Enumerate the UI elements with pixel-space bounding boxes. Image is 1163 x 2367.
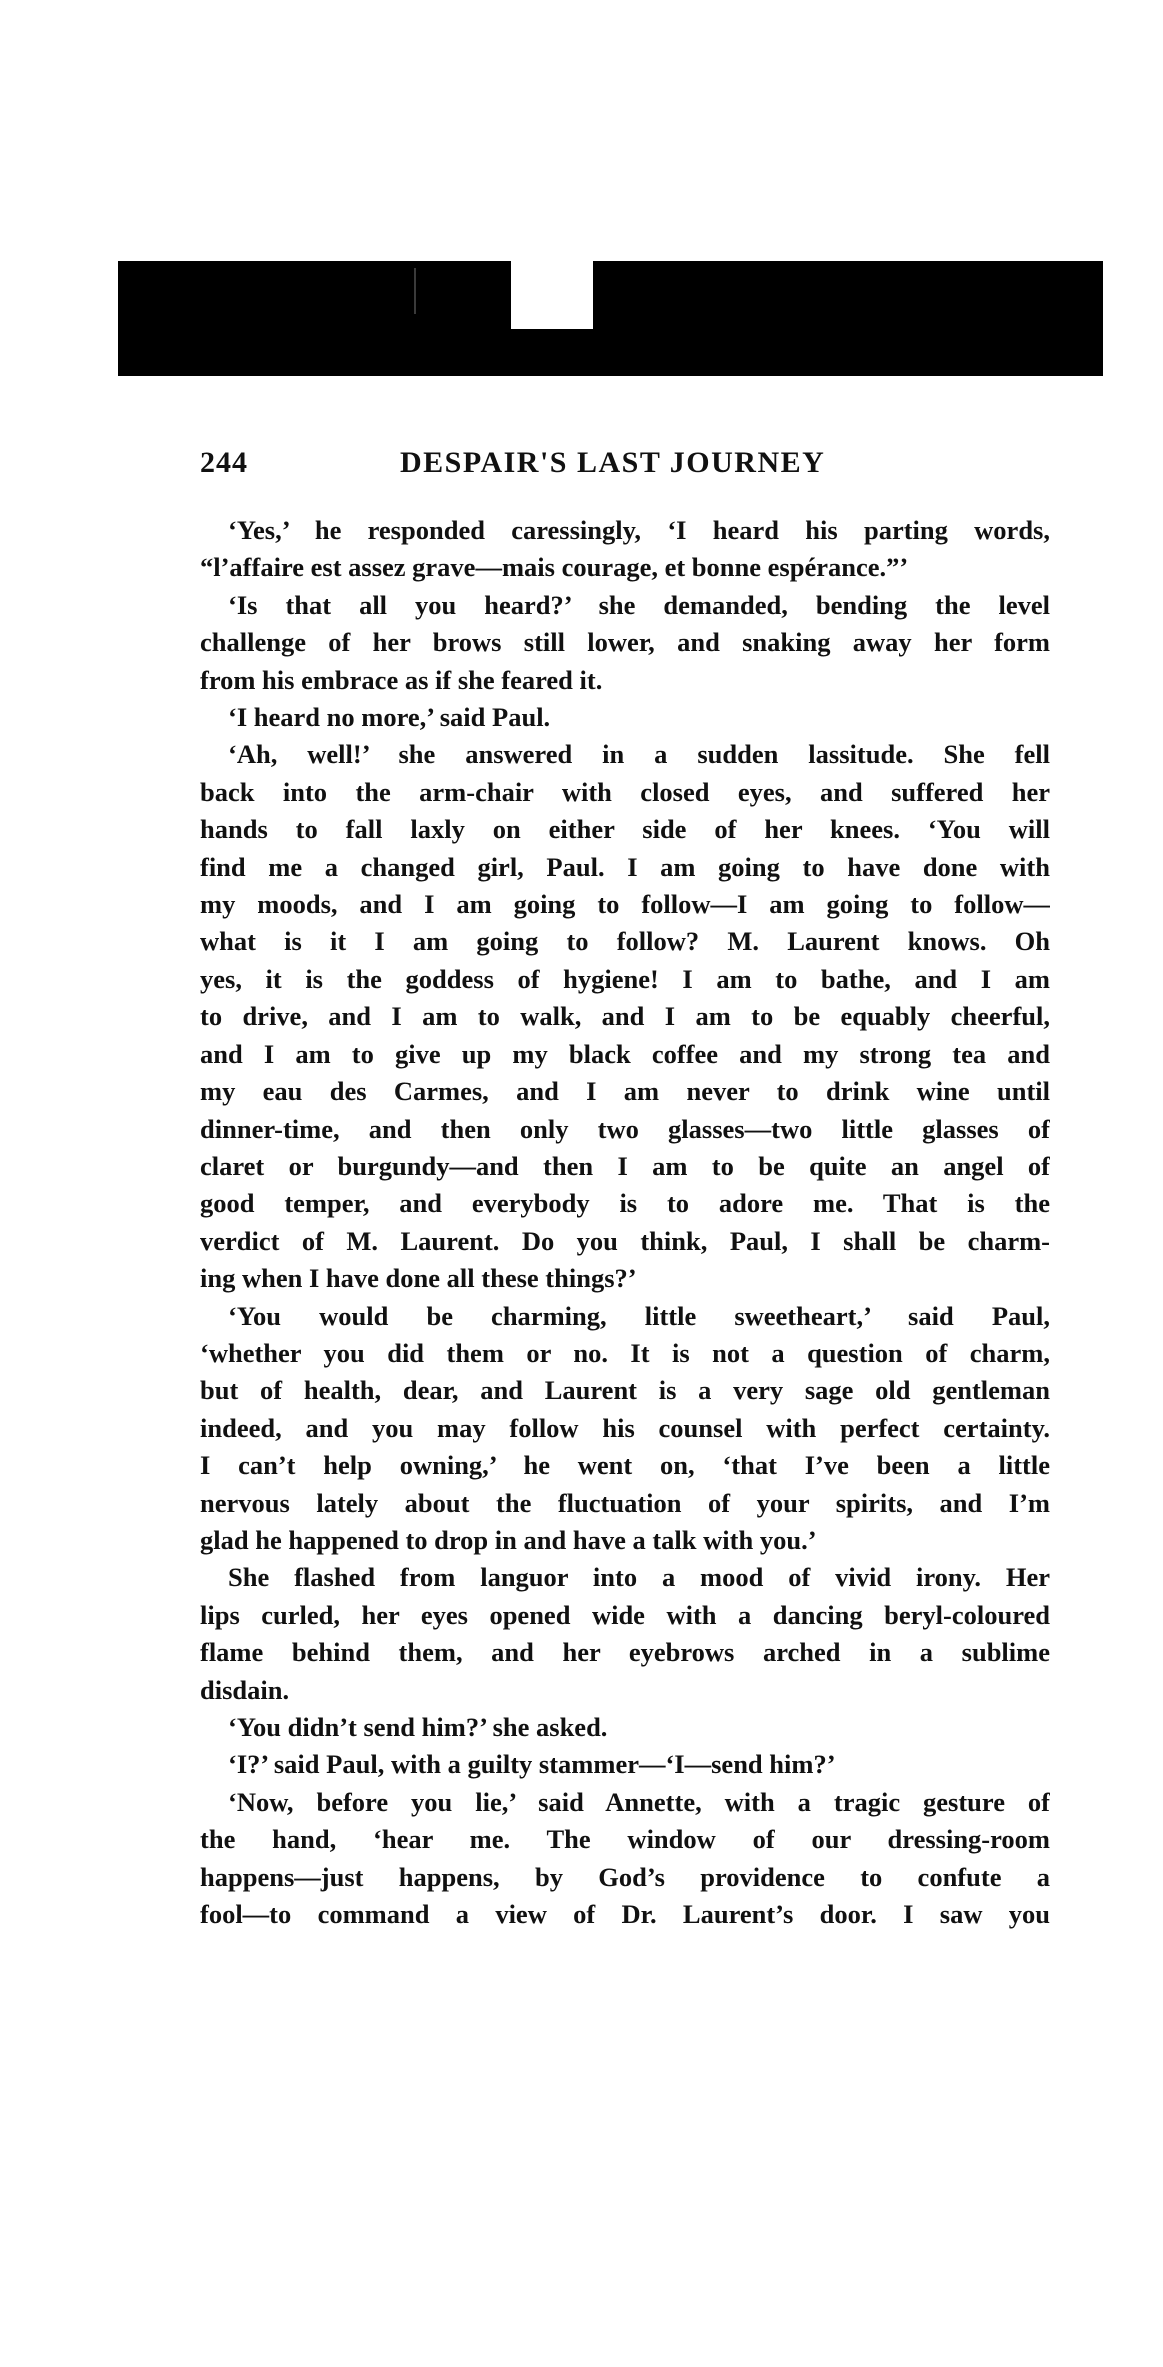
text-line: and I am to give up my black coffee and my strong tea and bbox=[200, 1038, 1050, 1069]
text-line: ‘I?’ said Paul, with a guilty stammer—‘I—send him?’ bbox=[228, 1749, 836, 1780]
text-line: ‘whether you did them or no. It is not a question of charm, bbox=[200, 1337, 1050, 1368]
scan-band-gap bbox=[511, 261, 593, 329]
text-line: “l’affaire est assez grave—mais courage, et bonne espérance.”’ bbox=[200, 552, 909, 583]
text-line: my eau des Carmes, and I am never to drink wine until bbox=[200, 1076, 1050, 1107]
text-line: indeed, and you may follow his counsel with perfect certainty. bbox=[200, 1412, 1050, 1443]
text-line: hands to fall laxly on either side of her knees. ‘You will bbox=[200, 814, 1050, 845]
text-line: nervous lately about the fluctuation of your spirits, and I’m bbox=[200, 1487, 1050, 1518]
running-head bbox=[200, 446, 1090, 486]
text-line: ‘Yes,’ he responded caressingly, ‘I heard his parting words, bbox=[228, 515, 1050, 545]
text-line: to drive, and I am to walk, and I am to be equably cheerful, bbox=[200, 1001, 1050, 1032]
scan-black-band bbox=[118, 261, 1103, 376]
text-line: She flashed from languor into a mood of vivid irony. Her bbox=[228, 1562, 1050, 1593]
text-line: ‘Is that all you heard?’ she demanded, bending the level bbox=[228, 589, 1050, 620]
text-line: back into the arm-chair with closed eyes, and suffered her bbox=[200, 776, 1050, 807]
text-line: ‘Now, before you lie,’ said Annette, with a tragic gesture of bbox=[228, 1786, 1050, 1817]
text-line: lips curled, her eyes opened wide with a dancing beryl-coloured bbox=[200, 1599, 1050, 1630]
body-text bbox=[200, 512, 1050, 1933]
text-line: happens—just happens, by God’s providence to confute a bbox=[200, 1861, 1050, 1892]
text-line: find me a changed girl, Paul. I am going to have done with bbox=[200, 851, 1050, 882]
page-title: DESPAIR'S LAST JOURNEY bbox=[400, 446, 826, 479]
page-number: 244 bbox=[200, 446, 248, 479]
text-line: disdain. bbox=[200, 1674, 290, 1705]
text-line: ‘Ah, well!’ she answered in a sudden lassitude. She fell bbox=[228, 739, 1050, 770]
text-line: ‘I heard no more,’ said Paul. bbox=[228, 702, 551, 733]
text-line: dinner-time, and then only two glasses—two little glasses of bbox=[200, 1113, 1050, 1144]
text-line: challenge of her brows still lower, and snaking away her form bbox=[200, 627, 1050, 658]
text-line: my moods, and I am going to follow—I am going to follow— bbox=[200, 889, 1050, 920]
text-line: the hand, ‘hear me. The window of our dressing-room bbox=[200, 1824, 1050, 1855]
text-line: fool—to command a view of Dr. Laurent’s door. I saw you bbox=[200, 1899, 1050, 1930]
text-line: verdict of M. Laurent. Do you think, Paul, I shall be charm- bbox=[200, 1225, 1050, 1256]
text-line: yes, it is the goddess of hygiene! I am to bathe, and I am bbox=[200, 963, 1050, 994]
text-line: claret or burgundy—and then I am to be quite an angel of bbox=[200, 1150, 1050, 1181]
text-line: I can’t help owning,’ he went on, ‘that I’ve been a little bbox=[200, 1450, 1050, 1481]
text-line: good temper, and everybody is to adore me. That is the bbox=[200, 1188, 1050, 1219]
text-line: ‘You didn’t send him?’ she asked. bbox=[228, 1712, 608, 1742]
text-line: what is it I am going to follow? M. Laurent knows. Oh bbox=[200, 926, 1050, 957]
text-line: ‘You would be charming, little sweetheart,’ said Paul, bbox=[228, 1300, 1050, 1331]
text-line: ing when I have done all these things?’ bbox=[200, 1263, 637, 1294]
text-line: but of health, dear, and Laurent is a very sage old gentleman bbox=[200, 1375, 1050, 1406]
text-line: from his embrace as if she feared it. bbox=[200, 664, 603, 695]
text-line: glad he happened to drop in and have a talk with you.’ bbox=[200, 1524, 817, 1555]
text-line: flame behind them, and her eyebrows arched in a sublime bbox=[200, 1637, 1050, 1668]
scan-band-mark bbox=[414, 268, 416, 314]
